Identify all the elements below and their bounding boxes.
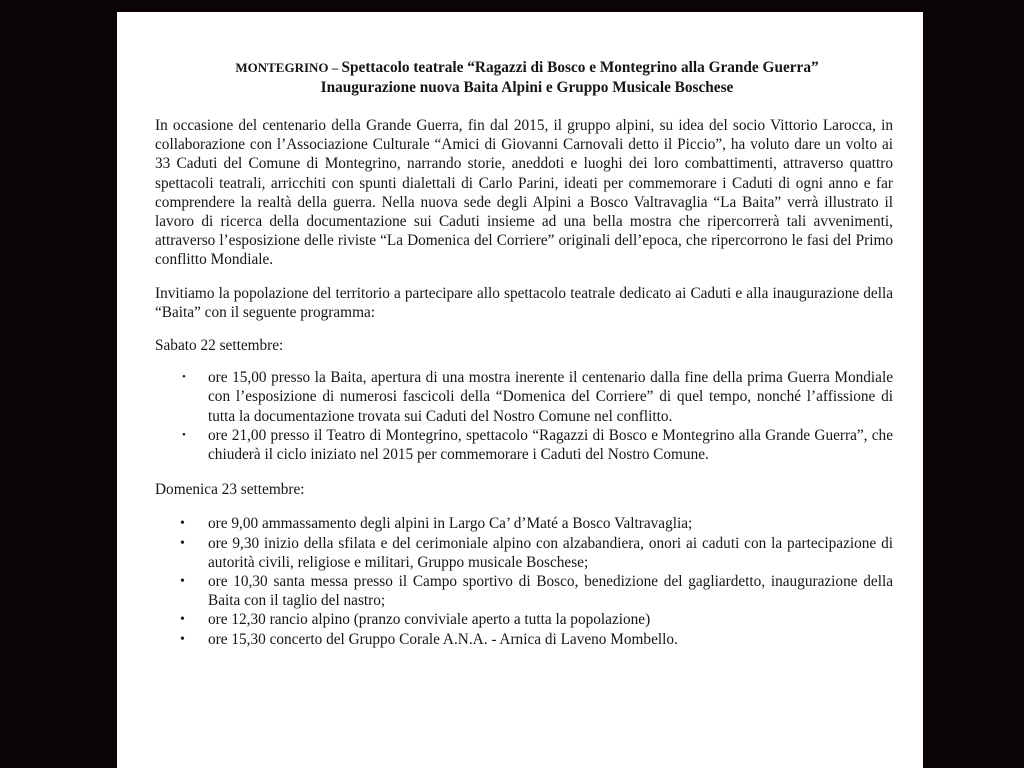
list-item-text: ore 15,00 presso la Baita, apertura di una mostra inerente il centenario dalla fine della prima Guerra Mondiale con l’esposizione di numerosi fascicoli della “Domenica del Corriere” di quel tempo, nonché l’affissione di tutta la documentazione trovata sui Caduti del Nostro Comune nel conflitto. — [208, 369, 893, 425]
list-item-text: ore 9,30 inizio della sfilata e del cerimoniale alpino con alzabandiera, onori ai caduti con la partecipazione di autorità civili, religiose e militari, Gruppo musicale Boschese; — [208, 534, 893, 571]
title-location: MONTEGRINO – — [235, 60, 342, 75]
list-item — [155, 630, 893, 649]
sunday-heading: Domenica 23 settembre: — [155, 481, 305, 499]
document-title — [147, 58, 907, 98]
list-item-text: ore 9,00 ammassamento degli alpini in Largo Ca’ d’Maté a Bosco Valtravaglia; — [208, 515, 693, 533]
list-item — [155, 534, 893, 572]
list-item — [155, 426, 893, 464]
bullet-icon: • — [180, 631, 185, 647]
bullet-icon: • — [180, 574, 185, 590]
bullet-icon: • — [180, 535, 185, 551]
saturday-heading: Sabato 22 settembre: — [155, 337, 284, 355]
list-item — [155, 514, 893, 533]
document-body — [155, 116, 893, 649]
bullet-icon: • — [180, 612, 185, 628]
invite-paragraph: Invitiamo la popolazione del territorio a partecipare allo spettacolo teatrale dedicato ai Caduti e alla inaugurazione della “Baita” con il seguente programma: — [155, 284, 893, 321]
list-item-text: ore 10,30 santa messa presso il Campo sportivo di Bosco, benedizione del gagliardetto, inaugurazione della Baita con il taglio del nastro; — [208, 573, 893, 610]
list-item — [155, 610, 893, 629]
list-item — [155, 368, 893, 426]
intro-paragraph: In occasione del centenario della Grande Guerra, fin dal 2015, il gruppo alpini, su idea del socio Vittorio Larocca, in collaborazione con l’Associazione Culturale “Amici di Giovanni Carnovali detto il Piccio”, ha voluto dare un volto ai 33 Caduti del Comune di Montegrino, narrando storie, aneddoti e luoghi dei loro combattimenti, attraverso quattro spettacoli teatrali, arricchiti con spunti dialettali di Carlo Parini, ideati per commemorare i Caduti di ogni anno e far comprendere la realtà della guerra. Nella nuova sede degli Alpini a Bosco Valtravaglia “La Baita” verrà illustrato il lavoro di ricerca della documentazione sui Caduti insieme ad una bella mostra che ripercorrerà tali avvenimenti, attraverso l’esposizione delle riviste “La Domenica del Corriere” originali dell’epoca, che ripercorrono le fasi del Primo conflitto Mondiale. — [155, 117, 893, 269]
saturday-program-list — [155, 368, 893, 464]
bullet-icon: • — [182, 428, 186, 441]
list-item — [155, 572, 893, 610]
title-line-1 — [147, 58, 907, 78]
title-line-2: Inaugurazione nuova Baita Alpini e Gruppo Musicale Boschese — [320, 79, 734, 96]
bullet-icon: • — [180, 516, 185, 532]
document-page — [117, 12, 923, 768]
list-item-text: ore 15,30 concerto del Gruppo Corale A.N.A. - Arnica di Laveno Mombello. — [208, 630, 678, 648]
list-item-text: ore 21,00 presso il Teatro di Montegrino, spettacolo “Ragazzi di Bosco e Montegrino alla Grande Guerra”, che chiuderà il ciclo iniziato nel 2015 per commemorare i Caduti del Nostro Comune. — [208, 426, 893, 464]
bullet-icon: • — [182, 371, 186, 384]
list-item-text: ore 12,30 rancio alpino (pranzo conviviale aperto a tutta la popolazione) — [208, 611, 651, 629]
sunday-program-list — [155, 514, 893, 648]
title-text: Spettacolo teatrale “Ragazzi di Bosco e Montegrino alla Grande Guerra” — [341, 59, 819, 76]
